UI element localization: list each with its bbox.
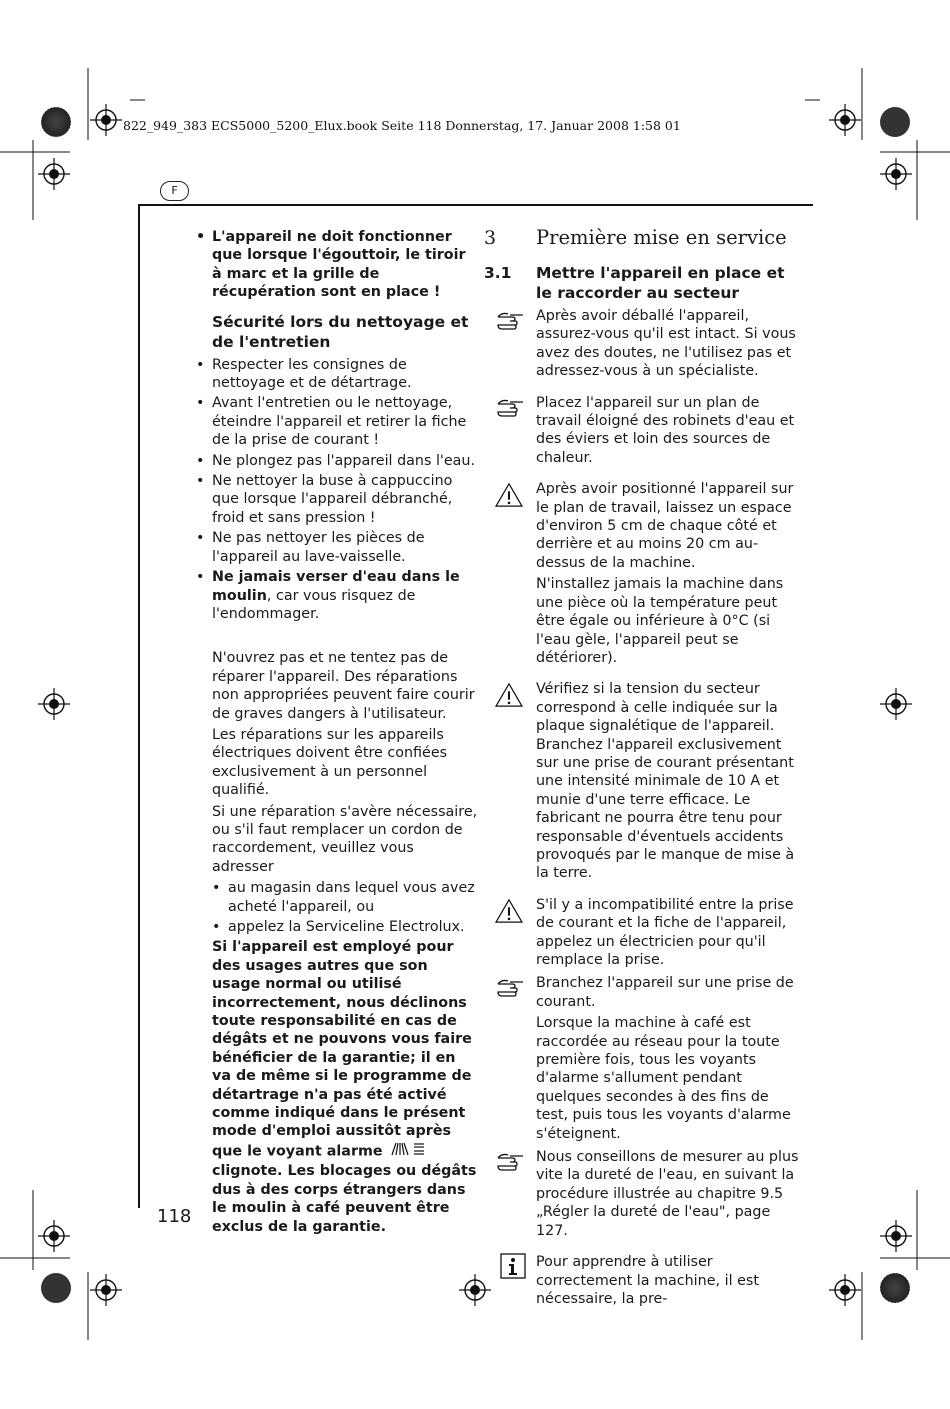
instruction-text: Nous conseillons de mesurer au plus vite la dureté de l'eau, en suivant la procédure illustrée au chapitre 9.5 „Régler la dureté de l'eau", page 127. bbox=[536, 1149, 799, 1239]
repair-paragraph: Si une réparation s'avère nécessaire, ou s'il faut remplacer un cordon de raccordement, veuillez vous adresser bbox=[212, 803, 478, 875]
warning-item bbox=[484, 480, 804, 667]
list-item: • au magasin dans lequel vous avez acheté l'appareil, ou bbox=[212, 879, 478, 916]
list-item bbox=[196, 568, 478, 623]
warning-text: N'installez jamais la machine dans une pièce où la température peut être égale ou inférieure à 0°C (si l'eau gèle, l'appareil peut se détériorer). bbox=[536, 576, 784, 666]
list-item: • L'appareil ne doit fonctionner que lorsque l'égouttoir, le tiroir à marc et la grille de récupération sont en place ! bbox=[196, 228, 478, 302]
repair-paragraph: Les réparations sur les appareils électriques doivent être confiées exclusivement à un personnel qualifié. bbox=[212, 726, 448, 799]
right-column bbox=[484, 226, 804, 1313]
registration-mark bbox=[880, 1220, 912, 1252]
registration-mark bbox=[829, 104, 861, 136]
top-rule bbox=[138, 204, 813, 206]
grinder-warning-bold: Ne jamais verser d'eau dans le moulin bbox=[212, 569, 460, 604]
pointing-hand-icon bbox=[496, 307, 526, 333]
page-number: 118 bbox=[157, 1206, 192, 1227]
left-column bbox=[196, 228, 478, 1239]
list-item: • Ne pas nettoyer les pièces de l'appareil au lave-vaisselle. bbox=[196, 529, 478, 566]
registration-mark bbox=[90, 104, 122, 136]
pointing-hand-icon bbox=[496, 974, 526, 1000]
color-disc bbox=[880, 107, 910, 137]
instruction-text: Placez l'appareil sur un plan de travail éloigné des robinets d'eau et des éviers et loin des sources de chaleur. bbox=[536, 394, 795, 466]
pointing-hand-icon bbox=[496, 394, 526, 420]
section-number: 3 bbox=[484, 227, 497, 249]
warning-icon bbox=[494, 482, 524, 508]
info-icon bbox=[498, 1253, 528, 1279]
subsection-number: 3.1 bbox=[484, 264, 512, 282]
instruction-item bbox=[484, 974, 804, 1143]
print-header: 822_949_383 ECS5000_5200_Elux.book Seite 118 Donnerstag, 17. Januar 2008 1:58 01 bbox=[123, 118, 681, 133]
left-rule bbox=[138, 204, 140, 1208]
color-disc bbox=[41, 1273, 71, 1303]
instruction-text: Lorsque la machine à café est raccordée au réseau pour la toute première fois, tous les voyants d'alarme s'allument pendant quelques secondes à des fins de test, puis tous les voyants d'alarme s'éteignent. bbox=[536, 1015, 791, 1142]
list-item: • Ne nettoyer la buse à cappuccino que lorsque l'appareil débranché, froid et sans pression ! bbox=[196, 472, 478, 527]
registration-mark bbox=[90, 1274, 122, 1306]
list-item: • Avant l'entretien ou le nettoyage, éteindre l'appareil et retirer la fiche de la prise de courant ! bbox=[196, 394, 478, 449]
instruction-item bbox=[484, 1148, 804, 1240]
warning-item bbox=[484, 680, 804, 882]
registration-mark bbox=[38, 688, 70, 720]
instruction-item bbox=[484, 394, 804, 468]
warning-text: Après avoir positionné l'appareil sur le plan de travail, laissez un espace d'environ 5 cm de chaque côté et derrière et au moins 20 cm au-dessus de la machine. bbox=[536, 481, 794, 571]
repair-paragraph: N'ouvrez pas et ne tentez pas de réparer l'appareil. Des réparations non appropriées peuvent faire courir de graves dangers à l'utilisateur. bbox=[212, 650, 475, 722]
registration-mark bbox=[38, 1220, 70, 1252]
registration-mark bbox=[880, 688, 912, 720]
registration-mark bbox=[829, 1274, 861, 1306]
language-badge: F bbox=[160, 181, 189, 201]
cleaning-heading: Sécurité lors du nettoyage et de l'entretien bbox=[212, 312, 469, 351]
section-heading bbox=[484, 226, 804, 250]
warning-icon bbox=[494, 682, 524, 708]
warranty-paragraph bbox=[212, 938, 478, 1236]
pointing-hand-icon bbox=[496, 1148, 526, 1174]
subsection-heading bbox=[484, 263, 804, 303]
warranty-text-start: Si l'appareil est employé pour des usages autres que son usage normal ou utilisé incorrectement, nous déclinons toute responsabilité en cas de dégâts et ne pouvons vous faire bénéficier de la garantie; il en va de même si le programme de détartrage n'a pas été activé comme indiqué dans le présent mode d'emploi aussitôt après que le voyant alarme bbox=[212, 939, 472, 1160]
info-text: Pour apprendre à utiliser correctement la machine, il est nécessaire, la pre- bbox=[536, 1254, 759, 1307]
instruction-text: Branchez l'appareil sur une prise de courant. bbox=[536, 975, 794, 1010]
list-item: • Respecter les consignes de nettoyage et de détartrage. bbox=[196, 356, 478, 393]
list-item: • Ne plongez pas l'appareil dans l'eau. bbox=[196, 452, 478, 470]
grinder-warning-rest: , car vous risquez de l'endommager. bbox=[212, 587, 416, 622]
warranty-text-end: clignote. Les blocages ou dégâts dus à des corps étrangers dans le moulin à café peuvent être exclus de la garantie. bbox=[212, 1163, 477, 1235]
registration-mark bbox=[880, 158, 912, 190]
registration-mark bbox=[38, 158, 70, 190]
warning-text: S'il y a incompatibilité entre la prise de courant et la fiche de l'appareil, appelez un électricien pour qu'il remplace la prise. bbox=[536, 896, 794, 968]
subsection-title: Mettre l'appareil en place et le raccorder au secteur bbox=[536, 264, 785, 302]
list-item: • appelez la Serviceline Electrolux. bbox=[212, 918, 478, 936]
instruction-item bbox=[484, 307, 804, 381]
warning-icon bbox=[494, 898, 524, 924]
instruction-text: Après avoir déballé l'appareil, assurez-vous qu'il est intact. Si vous avez des doutes, ne l'utilisez pas et adressez-vous à un spécialiste. bbox=[536, 308, 796, 380]
warning-item bbox=[484, 896, 804, 970]
section-title: Première mise en service bbox=[536, 226, 787, 249]
info-item bbox=[484, 1253, 804, 1308]
warning-text: Vérifiez si la tension du secteur correspond à celle indiquée sur la plaque signalétique de l'appareil. Branchez l'appareil exclusivement sur une prise de courant présentant une intensité minimale de 10 A et munie d'une terre efficace. Le fabricant ne pourra être tenu pour responsable d'éventuels accidents provoqués par le manque de mise à la terre. bbox=[536, 681, 795, 882]
descale-alarm-icon bbox=[388, 1141, 426, 1162]
